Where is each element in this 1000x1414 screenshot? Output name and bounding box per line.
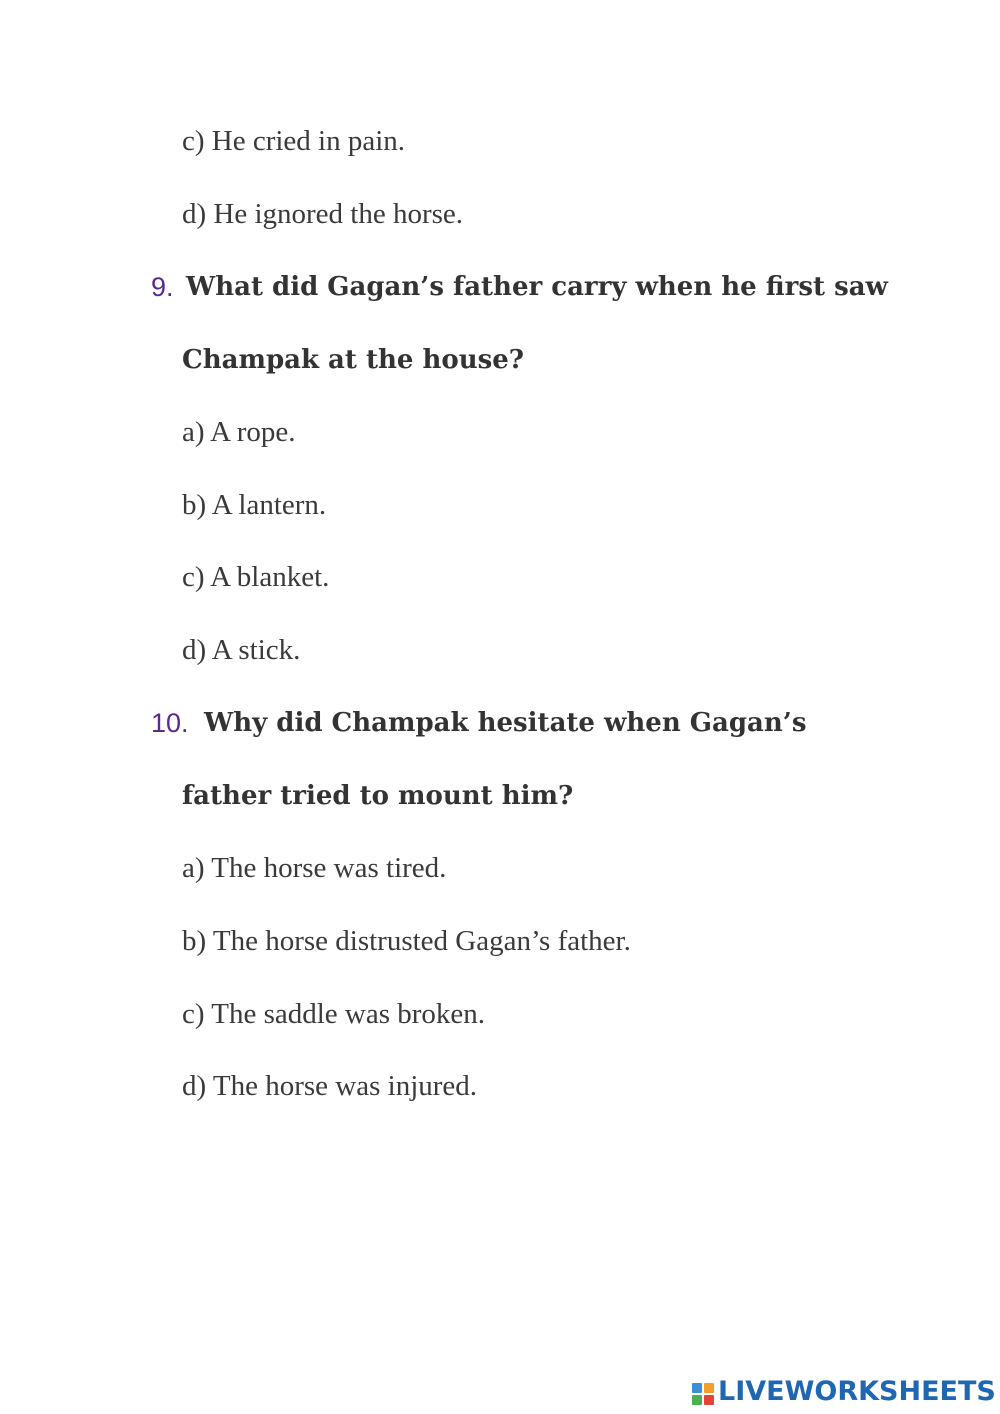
question-10-text-line1: Why did Champak hesitate when Gagan’s [204,708,807,738]
q9-option-c: c) A blanket. [182,561,330,593]
question-9-text-line1: What did Gagan’s father carry when he first saw [186,272,888,302]
q9-option-b: b) A lantern. [182,489,327,521]
q8-option-d: d) He ignored the horse. [182,198,464,230]
q10-option-a: a) The horse was tired. [182,852,447,884]
q10-option-d: d) The horse was injured. [182,1070,478,1102]
q9-option-d: d) A stick. [182,634,301,666]
question-9-number: 9. [151,272,174,302]
question-10-text-line2: father tried to mount him? [182,781,574,811]
liveworksheets-logo-icon [692,1383,714,1405]
q9-option-a: a) A rope. [182,416,296,448]
question-9-text-line2: Champak at the house? [182,345,525,375]
question-10-number: 10. [151,708,189,738]
q10-option-b: b) The horse distrusted Gagan’s father. [182,925,631,957]
q8-option-c: c) He cried in pain. [182,125,406,157]
liveworksheets-logo[interactable] [692,1374,996,1408]
liveworksheets-logo-text: LIVEWORKSHEETS [718,1375,996,1407]
q10-option-c: c) The saddle was broken. [182,998,486,1030]
